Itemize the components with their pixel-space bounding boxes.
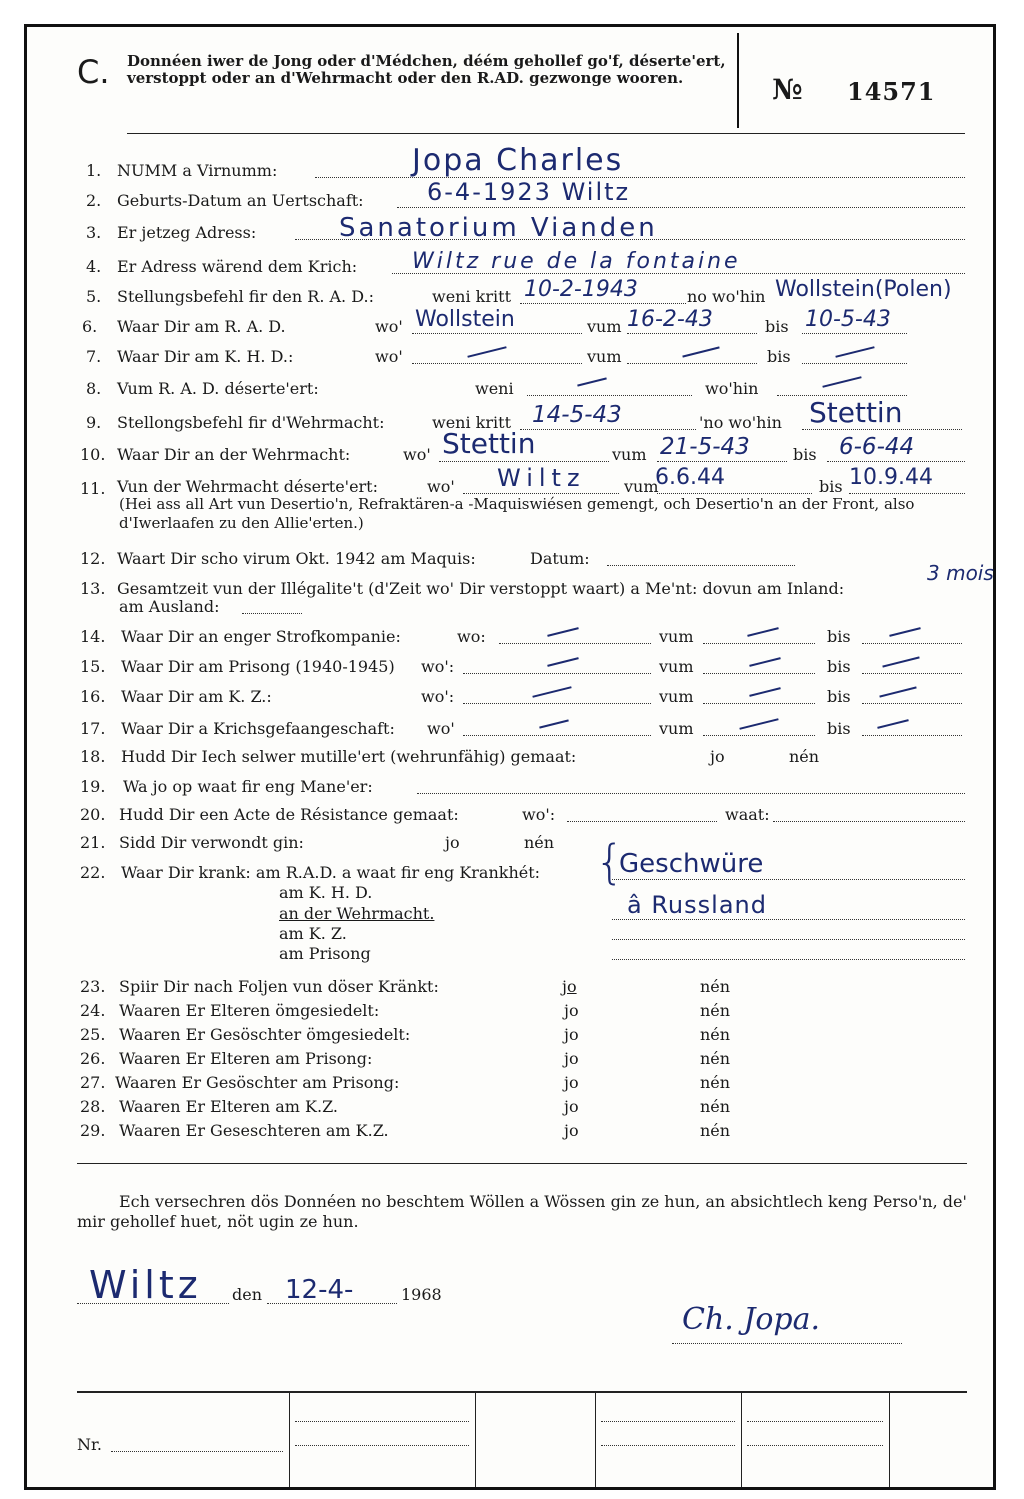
q1-value[interactable]: Jopa Charles [412, 143, 624, 178]
q6-to-line [802, 333, 907, 334]
q17-to-line [862, 735, 962, 736]
q20-wo: wo': [522, 805, 556, 824]
q27-label: Waaren Er Gesöschter am Prisong: [115, 1073, 400, 1092]
q15-wo: wo': [421, 657, 455, 676]
q15-number: 15. [80, 657, 106, 676]
q17-to-dash [877, 719, 909, 729]
q29-label: Waaren Er Geseschteren am K.Z. [119, 1121, 389, 1140]
q11-from-line [657, 493, 812, 494]
q17-place-dash [539, 719, 569, 728]
q16-bis: bis [827, 687, 851, 706]
q14-vum: vum [659, 627, 694, 646]
q23-number: 23. [80, 977, 106, 996]
q26-label: Waaren Er Elteren am Prisong: [119, 1049, 373, 1068]
q14-to-dash [889, 627, 921, 637]
q20-wo-line [567, 821, 717, 822]
q17-wo: wo' [427, 719, 455, 738]
q14-from-line [703, 643, 815, 644]
q1-label: NUMM a Virnumm: [117, 161, 278, 180]
q5-no: no [687, 287, 707, 306]
q6-vum: vum [587, 317, 622, 336]
q7-from-line [627, 363, 757, 364]
q26-number: 26. [80, 1049, 106, 1068]
q22-brace-icon: { [595, 835, 625, 889]
q13-ausland-line [242, 613, 302, 614]
q14-from-dash [747, 627, 779, 637]
q15-from-dash [749, 657, 781, 667]
q10-number: 10. [80, 445, 106, 464]
q18-nen[interactable]: nén [789, 747, 820, 766]
q15-bis: bis [827, 657, 851, 676]
q16-vum: vum [659, 687, 694, 706]
q5-label: Stellungsbefehl fir den R. A. D.: [117, 287, 374, 306]
q25-label: Waaren Er Gesöschter ömgesiedelt: [119, 1025, 411, 1044]
q2-line [397, 207, 965, 208]
q6-to[interactable]: 10-5-43 [805, 307, 891, 332]
q22-sub-wehrmacht: an der Wehrmacht. [279, 904, 435, 923]
q18-number: 18. [80, 747, 106, 766]
footer-dots-4b [747, 1445, 883, 1446]
q25-jo[interactable]: jo [564, 1025, 579, 1044]
q14-to-line [862, 643, 962, 644]
q22-line-1 [612, 879, 965, 880]
q9-number: 9. [86, 413, 102, 432]
footer-nr-line [111, 1451, 283, 1452]
q9-date-line [520, 429, 696, 430]
footer-dots-4a [747, 1421, 883, 1422]
q11-note: (Hei ass all Art vun Desertio'n, Refraktären-a -Maquiswiésen gemengt, och Desertio'n an der Front, also d'Iwerlaafen zu den Allie'erten.) [119, 495, 915, 532]
q5-place[interactable]: Wollstein(Polen) [775, 277, 952, 302]
q12-label: Waart Dir scho virum Okt. 1942 am Maquis: [117, 549, 476, 568]
q2-number: 2. [86, 191, 102, 210]
header-rule [127, 133, 965, 134]
footer-col-2 [475, 1393, 476, 1487]
q10-to[interactable]: 6-6-44 [839, 434, 915, 460]
q29-number: 29. [80, 1121, 106, 1140]
q29-jo[interactable]: jo [564, 1121, 579, 1140]
q12-line [607, 565, 795, 566]
q28-number: 28. [80, 1097, 106, 1116]
q27-jo[interactable]: jo [564, 1073, 579, 1092]
q16-place-line [463, 703, 651, 704]
q13-value[interactable]: 3 mois [927, 561, 994, 585]
q7-bis: bis [767, 347, 791, 366]
declaration-text: Ech versechren dös Donnéen no beschtem Wöllen a Wössen gin ze hun, an absichtlech keng Perso'n, de' mir gehollef huet, nöt ugin ze hun. [77, 1192, 967, 1231]
q6-place[interactable]: Wollstein [415, 307, 515, 332]
q15-place-dash [547, 657, 579, 667]
q4-value[interactable]: Wiltz rue de la fontaine [412, 249, 741, 274]
q17-from-dash [739, 718, 778, 730]
q14-wo: wo: [457, 627, 486, 646]
q6-number: 6. [82, 317, 98, 336]
footer-col-3 [595, 1393, 596, 1487]
q20-waat-line [773, 821, 965, 822]
q10-bis: bis [793, 445, 817, 464]
q3-number: 3. [86, 223, 102, 242]
signing-year: 1968 [401, 1285, 442, 1304]
q22-sub-khd: am K. H. D. [279, 883, 373, 902]
form-title: Donnéen iwer de Jong oder d'Médchen, déém gehollef go'f, déserte'ert, verstoppt oder an d'Wehrmacht oder den R.AD. gezwonge wooren. [127, 52, 726, 87]
q16-to-dash [879, 686, 916, 697]
q16-from-line [703, 703, 815, 704]
signing-date[interactable]: 12-4- [285, 1275, 354, 1305]
q22-sub-kz: am K. Z. [279, 924, 347, 943]
q6-wo: wo' [375, 317, 403, 336]
q5-date[interactable]: 10-2-1943 [524, 277, 638, 302]
q11-to-line [849, 493, 965, 494]
q19-line [417, 793, 965, 794]
footer-dots-1b [295, 1445, 469, 1446]
q10-place-line [439, 461, 609, 462]
q22-value-illness[interactable]: Geschwüre [619, 849, 764, 879]
q9-place-line [802, 429, 962, 430]
q7-to-dash [835, 346, 874, 358]
q22-line-2 [612, 919, 965, 920]
footer-dots-3b [601, 1445, 735, 1446]
q3-value[interactable]: Sanatorium Vianden [339, 213, 658, 243]
q13-number: 13. [80, 579, 106, 598]
footer-top-rule [77, 1391, 967, 1393]
q7-from-dash [682, 346, 719, 357]
q23-label: Spiir Dir nach Foljen vun döser Kränkt: [119, 977, 439, 996]
q24-jo[interactable]: jo [564, 1001, 579, 1020]
q12-datum: Datum: [530, 549, 590, 568]
q17-place-line [463, 735, 651, 736]
q5-wohin: wo'hin [712, 287, 766, 306]
q8-number: 8. [86, 379, 102, 398]
q14-place-line [499, 643, 651, 644]
q5-weni: weni kritt [432, 287, 511, 306]
q20-label: Hudd Dir een Acte de Résistance gemaat: [119, 805, 459, 824]
q1-number: 1. [86, 161, 102, 180]
q25-nen[interactable]: nén [700, 1025, 731, 1044]
q24-number: 24. [80, 1001, 106, 1020]
q10-vum: vum [612, 445, 647, 464]
q15-to-line [862, 673, 962, 674]
q17-number: 17. [80, 719, 106, 738]
q8-date-line [527, 395, 692, 396]
q18-label: Hudd Dir Iech selwer mutille'ert (wehrunfähig) gemaat: [121, 747, 577, 766]
q25-number: 25. [80, 1025, 106, 1044]
q12-number: 12. [80, 549, 106, 568]
q8-label: Vum R. A. D. déserte'ert: [117, 379, 319, 398]
q16-number: 16. [80, 687, 106, 706]
q8-place-dash [822, 376, 861, 388]
q13-ausland: am Ausland: [119, 597, 220, 616]
q11-vum: vum [624, 477, 659, 496]
q16-wo: wo': [421, 687, 455, 706]
q14-place-dash [547, 627, 579, 637]
form-sheet [24, 24, 996, 1490]
footer-col-1 [289, 1393, 290, 1487]
footer-nr-label: Nr. [77, 1435, 102, 1454]
q7-vum: vum [587, 347, 622, 366]
footer-col-4 [741, 1393, 742, 1487]
q11-place-line [463, 493, 619, 494]
q17-bis: bis [827, 719, 851, 738]
q7-label: Waar Dir am K. H. D.: [117, 347, 294, 366]
q7-to-line [802, 363, 907, 364]
q4-number: 4. [86, 257, 102, 276]
q11-bis: bis [819, 477, 843, 496]
den-label: den [232, 1285, 263, 1304]
q22-line-3 [612, 939, 965, 940]
q15-vum: vum [659, 657, 694, 676]
q9-no: 'no wo'hin [699, 413, 782, 432]
q15-to-dash [882, 656, 919, 667]
q10-from[interactable]: 21-5-43 [660, 434, 750, 460]
signature-line [672, 1343, 902, 1344]
q16-to-line [862, 703, 962, 704]
q5-number: 5. [86, 287, 102, 306]
q28-label: Waaren Er Elteren am K.Z. [119, 1097, 339, 1116]
q16-from-dash [749, 687, 781, 697]
q22-value-place[interactable]: â Russland [627, 891, 767, 919]
q27-number: 27. [80, 1073, 106, 1092]
q11-wo: wo' [427, 477, 455, 496]
q9-place[interactable]: Stettin [809, 396, 903, 429]
q27-nen[interactable]: nén [700, 1073, 731, 1092]
number-label: № [772, 73, 803, 106]
q26-nen[interactable]: nén [700, 1049, 731, 1068]
q6-label: Waar Dir am R. A. D. [117, 317, 286, 336]
q7-wo: wo' [375, 347, 403, 366]
footer-dots-3a [601, 1421, 735, 1422]
q10-from-line [657, 461, 787, 462]
q11-number: 11. [80, 479, 106, 498]
q2-value[interactable]: 6-4-1923 Wiltz [427, 178, 631, 206]
q11-to[interactable]: 10.9.44 [849, 465, 933, 490]
q16-place-dash [532, 686, 571, 698]
q14-label: Waar Dir an enger Strofkompanie: [121, 627, 401, 646]
q10-label: Waar Dir an der Wehrmacht: [117, 445, 351, 464]
q9-date[interactable]: 14-5-43 [532, 402, 622, 428]
q11-label: Vun der Wehrmacht déserte'ert: [117, 477, 378, 496]
q21-label: Sidd Dir verwondt gin: [119, 833, 304, 852]
footer-col-5 [889, 1393, 890, 1487]
q23-jo[interactable]: jo [562, 977, 577, 996]
q21-jo[interactable]: jo [445, 833, 460, 852]
form-number: 14571 [847, 77, 936, 106]
q9-label: Stellongsbefehl fir d'Wehrmacht: [117, 413, 385, 432]
q24-nen[interactable]: nén [700, 1001, 731, 1020]
q20-waat: waat: [725, 805, 770, 824]
q17-from-line [703, 735, 815, 736]
q22-sub-prisong: am Prisong [279, 944, 371, 963]
q8-wohin: wo'hin [705, 379, 759, 398]
q15-from-line [703, 673, 815, 674]
q6-place-line [412, 333, 582, 334]
q14-bis: bis [827, 627, 851, 646]
q26-jo[interactable]: jo [564, 1049, 579, 1068]
q22-line-4 [612, 959, 965, 960]
q8-weni: weni [475, 379, 514, 398]
q28-nen[interactable]: nén [700, 1097, 731, 1116]
q14-number: 14. [80, 627, 106, 646]
q19-label: Wa jo op waat fir eng Mane'er: [123, 777, 373, 796]
section-rule [77, 1163, 967, 1164]
q22-number: 22. [80, 863, 106, 882]
q7-place-line [412, 363, 582, 364]
signature[interactable]: Ch. Jopa. [682, 1302, 821, 1337]
q11-place[interactable]: Wiltz [497, 464, 586, 492]
q21-number: 21. [80, 833, 106, 852]
q21-nen[interactable]: nén [524, 833, 555, 852]
q19-number: 19. [80, 777, 106, 796]
header-divider [737, 33, 739, 128]
q23-nen[interactable]: nén [700, 977, 731, 996]
q20-number: 20. [80, 805, 106, 824]
q17-vum: vum [659, 719, 694, 738]
footer-dots-1a [295, 1421, 469, 1422]
q10-place[interactable]: Stettin [442, 427, 536, 460]
q9-weni: weni kritt [432, 413, 511, 432]
q15-label: Waar Dir am Prisong (1940-1945) [121, 657, 395, 676]
q10-to-line [827, 461, 965, 462]
q6-from[interactable]: 16-2-43 [627, 307, 713, 332]
q15-place-line [463, 673, 651, 674]
q28-jo[interactable]: jo [564, 1097, 579, 1116]
q6-bis: bis [765, 317, 789, 336]
q5-date-line [520, 303, 686, 304]
q22-label: Waar Dir krank: am R.A.D. a waat fir eng Krankhét: [121, 863, 541, 882]
q10-wo: wo' [403, 445, 431, 464]
signing-place[interactable]: Wiltz [89, 1263, 202, 1307]
q29-nen[interactable]: nén [700, 1121, 731, 1140]
q7-place-dash [467, 346, 506, 358]
q4-label: Er Adress wärend dem Krich: [117, 257, 358, 276]
section-letter: C. [77, 53, 110, 91]
q24-label: Waaren Er Elteren ömgesiedelt: [119, 1001, 380, 1020]
q2-label: Geburts-Datum an Uertschaft: [117, 191, 364, 210]
q13-label: Gesamtzeit vun der Illégalite't (d'Zeit wo' Dir verstoppt waart) a Me'nt: dovun am Inland: [117, 579, 845, 598]
q3-label: Er jetzeg Adress: [117, 223, 257, 242]
q8-date-dash [577, 377, 607, 386]
q17-label: Waar Dir a Krichsgefaangeschaft: [121, 719, 395, 738]
q7-number: 7. [86, 347, 102, 366]
q6-from-line [627, 333, 757, 334]
q18-jo[interactable]: jo [710, 747, 725, 766]
q11-from[interactable]: 6.6.44 [655, 465, 725, 490]
q16-label: Waar Dir am K. Z.: [121, 687, 272, 706]
